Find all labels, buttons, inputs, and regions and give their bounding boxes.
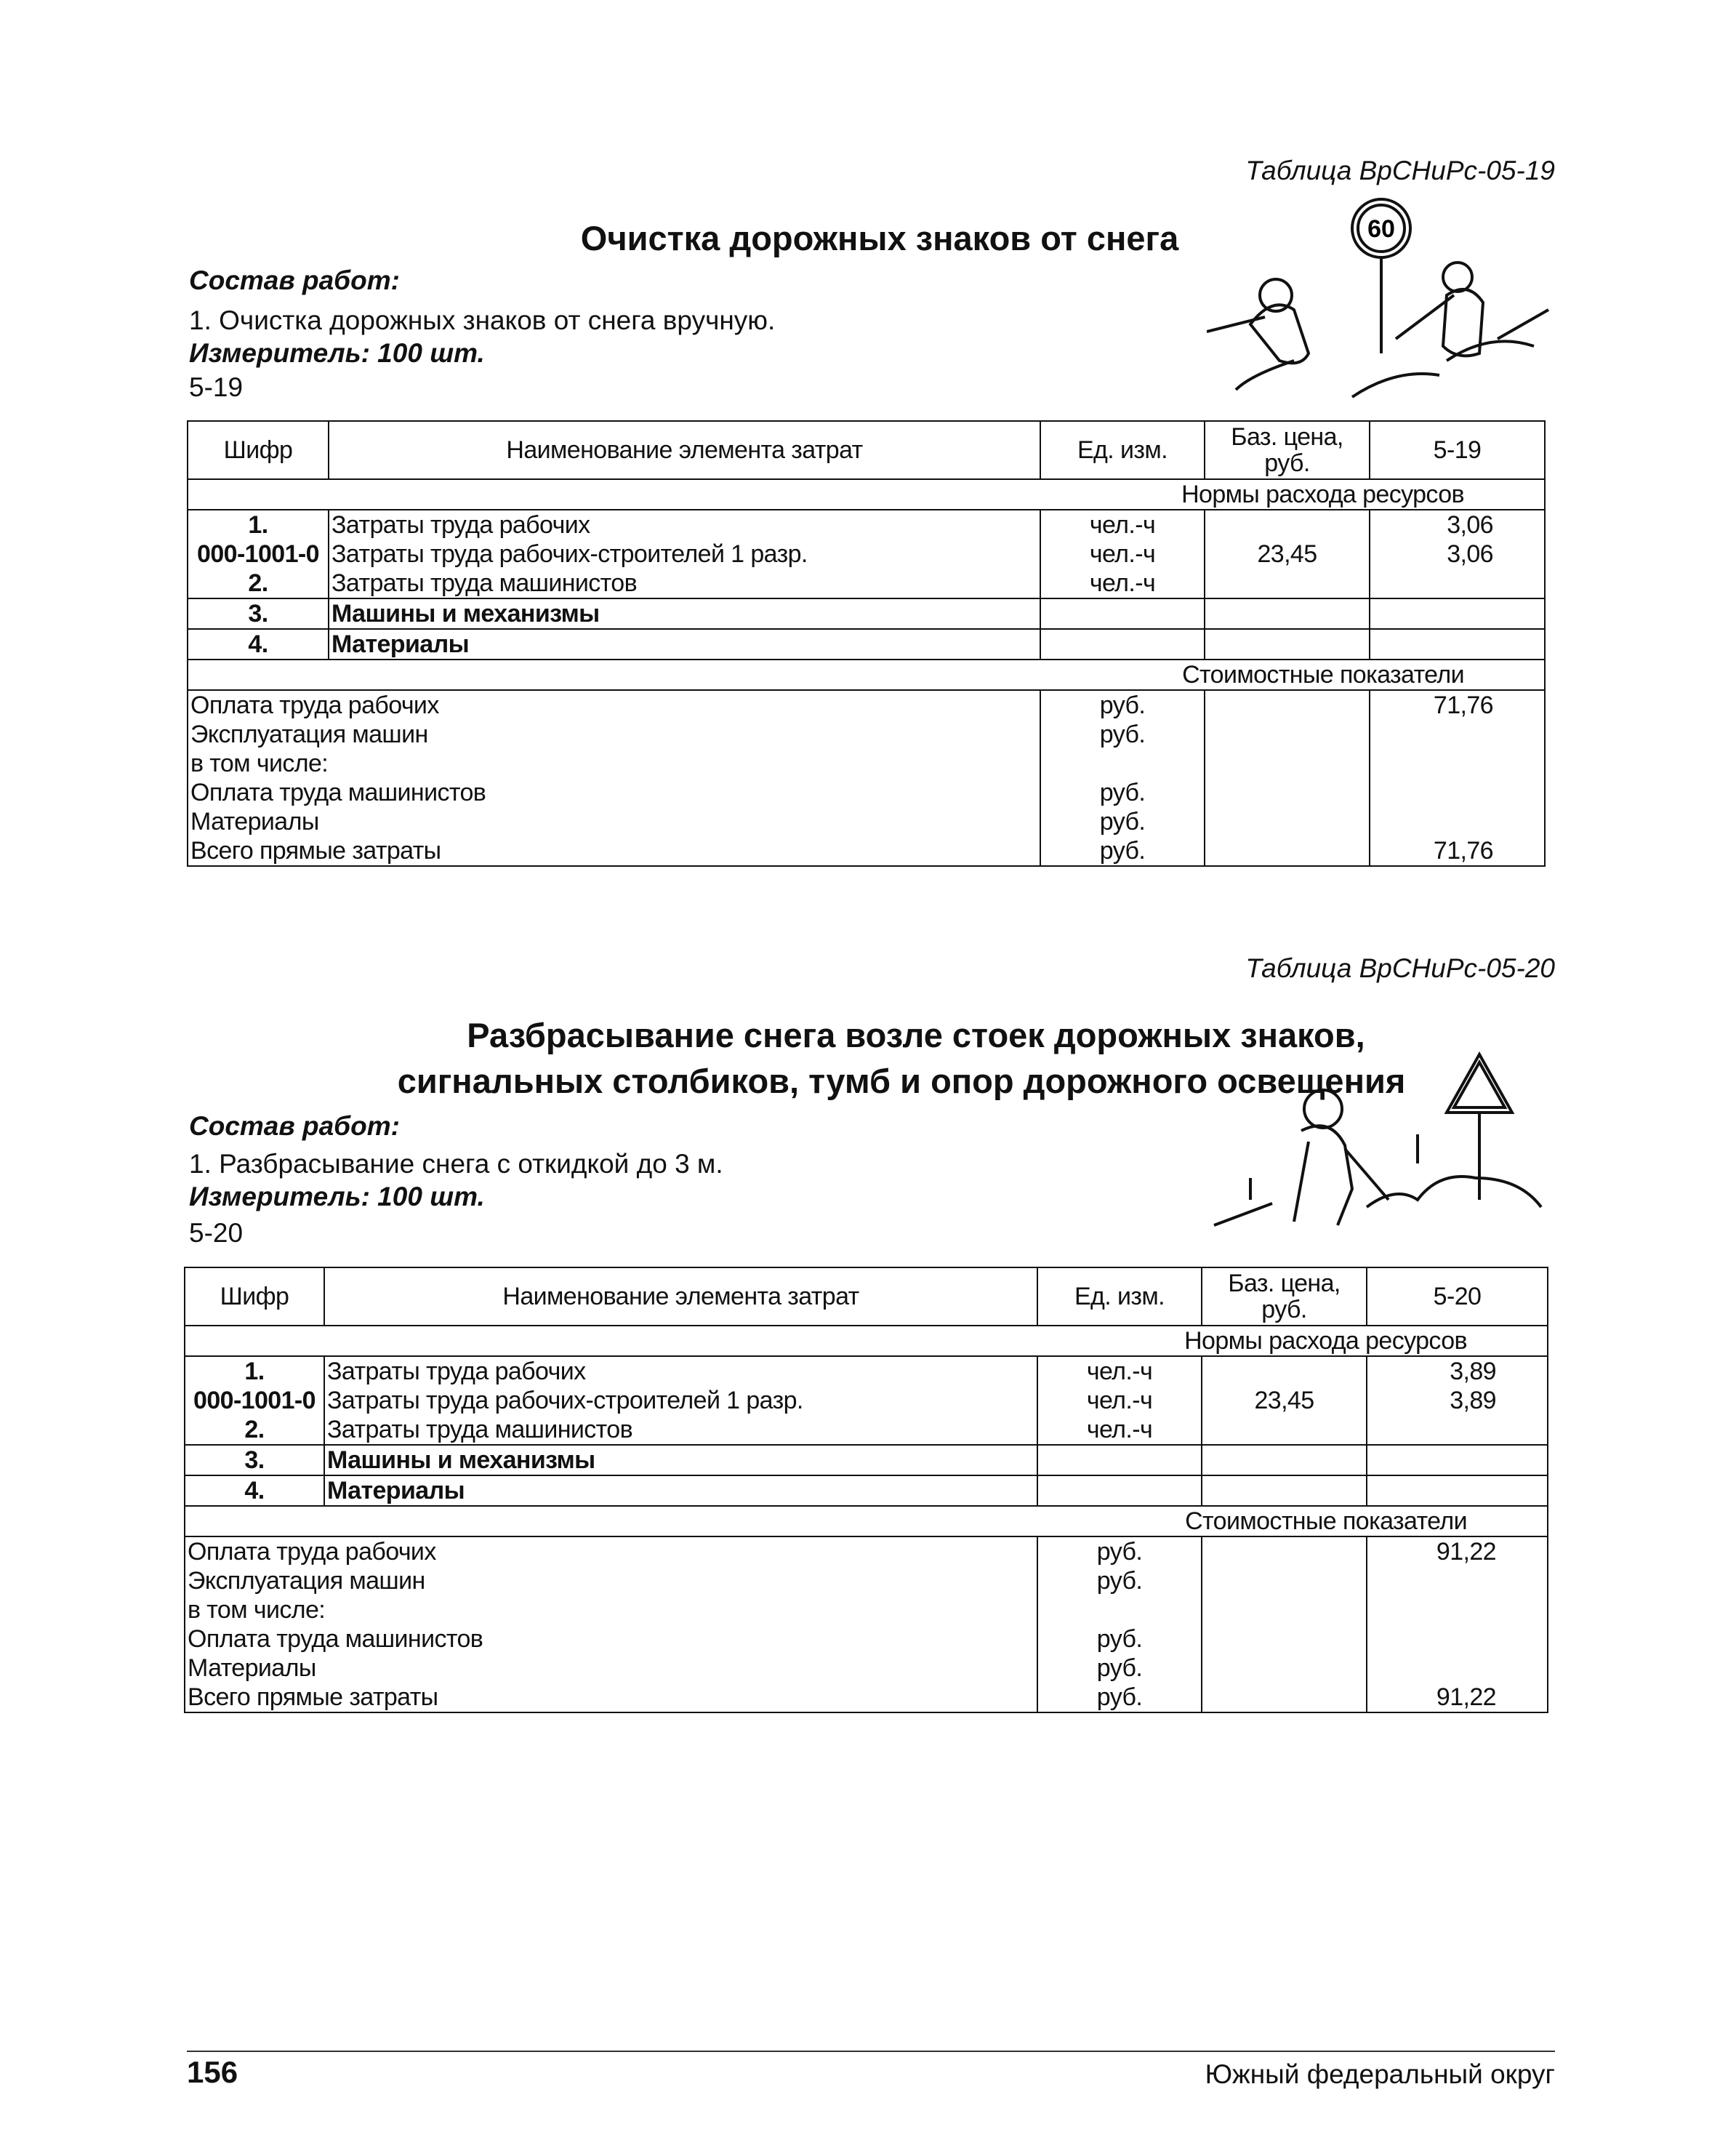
cost-name: Эксплуатация машин (188, 1567, 425, 1595)
header-cell: 5-20 (1367, 1267, 1548, 1326)
cost-value: 71,76 (1433, 692, 1493, 719)
table-number: Таблица ВрСНиРс-05-20 (1245, 953, 1555, 983)
meter-label: Измеритель: 100 шт. (189, 338, 485, 368)
row-price (1207, 569, 1367, 598)
row-unit: чел.-ч (1089, 511, 1156, 539)
cost-unit: руб. (1096, 1567, 1143, 1595)
page-number: 156 (187, 2055, 238, 2089)
row-name: Материалы (329, 629, 1040, 660)
row-name: Затраты труда рабочих-строителей 1 разр. (327, 1387, 803, 1414)
cost-value (1370, 1595, 1496, 1624)
section-title: Очистка дорожных знаков от снега (580, 219, 1179, 257)
row-code: 3. (185, 1445, 324, 1475)
cost-label: Стоимостные показатели (185, 1506, 1548, 1536)
row-value: 3,89 (1450, 1387, 1496, 1414)
header-cell: Шифр (185, 1267, 324, 1326)
row-price (1205, 1357, 1364, 1386)
composition-text: 1. Разбрасывание снега с откидкой до 3 м. (189, 1149, 723, 1179)
row-unit: чел.-ч (1089, 569, 1156, 597)
code-label: 5-20 (189, 1218, 244, 1248)
cost-unit: руб. (1099, 721, 1146, 748)
cost-unit: руб. (1099, 808, 1146, 835)
cost-name: Оплата труда машинистов (190, 779, 486, 806)
header-cell: Наименование элемента затрат (329, 421, 1040, 479)
row-value (1373, 569, 1493, 598)
row-value: 3,06 (1447, 540, 1493, 568)
cost-value (1373, 720, 1493, 749)
row-code: 3. (188, 598, 329, 629)
norms-label: Нормы расхода ресурсов (188, 479, 1545, 510)
cost-value (1373, 749, 1493, 778)
row-code: 000-1001-0 (193, 1387, 316, 1414)
composition-label: Состав работ: (189, 1111, 400, 1141)
group-row (188, 629, 1545, 660)
row-code: 1. (248, 511, 268, 539)
cost-name: Материалы (190, 808, 319, 835)
cost-rows (185, 1536, 1548, 1712)
group-row (188, 598, 1545, 629)
header-cell: Шифр (188, 421, 329, 479)
cost-table (187, 420, 1546, 867)
snow-cleaning-illustration (1207, 193, 1556, 419)
cost-section-row (185, 1506, 1548, 1536)
cost-value: 91,22 (1436, 1683, 1496, 1711)
norms-section-row (188, 479, 1545, 510)
cost-table (184, 1267, 1548, 1713)
row-name: Затраты труда рабочих (331, 511, 590, 539)
cost-label: Стоимостные показатели (188, 660, 1545, 690)
row-price (1205, 1415, 1364, 1444)
table-header-row (185, 1267, 1548, 1326)
cost-value (1370, 1654, 1496, 1683)
group-row (185, 1475, 1548, 1506)
cost-unit (1040, 1595, 1199, 1624)
row-name: Затраты труда рабочих (327, 1358, 586, 1385)
footer-region: Южный федеральный округ (1205, 2059, 1555, 2089)
cost-name: Оплата труда рабочих (190, 692, 439, 719)
labor-rows (185, 1356, 1548, 1445)
table-header-row (188, 421, 1545, 479)
cost-name: Эксплуатация машин (190, 721, 428, 748)
row-price: 23,45 (1254, 1387, 1314, 1414)
cost-name: Оплата труда машинистов (188, 1625, 483, 1653)
row-code: 4. (185, 1475, 324, 1506)
row-name: Машины и механизмы (329, 598, 1040, 629)
row-name: Машины и механизмы (324, 1445, 1037, 1475)
cost-name: в том числе: (190, 750, 329, 777)
row-value: 3,89 (1450, 1358, 1496, 1385)
labor-rows (188, 510, 1545, 598)
row-code: 2. (248, 569, 268, 597)
cost-name: Всего прямые затраты (190, 837, 441, 865)
composition-label: Состав работ: (189, 265, 400, 295)
section-title: Разбрасывание снега возле стоек дорожных знаков, (467, 1016, 1365, 1054)
speed-sign-text: 60 (1367, 215, 1395, 243)
row-value: 3,06 (1447, 511, 1493, 539)
cost-unit: руб. (1099, 837, 1146, 865)
header-cell: Ед. изм. (1037, 1267, 1202, 1326)
cost-value: 71,76 (1433, 837, 1493, 865)
row-name: Затраты труда машинистов (327, 1416, 633, 1443)
cost-unit: руб. (1096, 1683, 1143, 1711)
row-code: 2. (244, 1416, 265, 1443)
cost-value (1370, 1566, 1496, 1595)
cost-name: Оплата труда рабочих (188, 1538, 436, 1566)
row-unit: чел.-ч (1086, 1416, 1153, 1443)
header-cell: Ед. изм. (1040, 421, 1205, 479)
row-code: 000-1001-0 (197, 540, 319, 568)
row-value (1370, 1415, 1496, 1444)
row-name: Затраты труда машинистов (331, 569, 638, 597)
cost-value (1373, 778, 1493, 807)
cost-value: 91,22 (1436, 1538, 1496, 1566)
row-name: Материалы (324, 1475, 1037, 1506)
row-unit: чел.-ч (1086, 1387, 1153, 1414)
composition-text: 1. Очистка дорожных знаков от снега вручную. (189, 305, 776, 335)
header-cell: Баз. цена, руб. (1202, 1267, 1367, 1326)
meter-label: Измеритель: 100 шт. (189, 1182, 485, 1211)
cost-name: в том числе: (188, 1596, 326, 1624)
snow-spreading-illustration (1207, 1033, 1556, 1243)
norms-section-row (185, 1326, 1548, 1356)
cost-unit: руб. (1099, 779, 1146, 806)
cost-name: Всего прямые затраты (188, 1683, 438, 1711)
cost-unit: руб. (1099, 692, 1146, 719)
cost-name: Материалы (188, 1654, 316, 1682)
row-name: Затраты труда рабочих-строителей 1 разр. (331, 540, 808, 568)
footer-divider (187, 2051, 1555, 2052)
table-number: Таблица ВрСНиРс-05-19 (1245, 156, 1555, 185)
code-label: 5-19 (189, 372, 244, 402)
cost-unit: руб. (1096, 1625, 1143, 1653)
cost-rows (188, 690, 1545, 866)
section-title-line2: сигнальных столбиков, тумб и опор дорожного освещения (397, 1062, 1406, 1100)
row-unit: чел.-ч (1086, 1358, 1153, 1385)
cost-unit: руб. (1096, 1654, 1143, 1682)
norms-label: Нормы расхода ресурсов (185, 1326, 1548, 1356)
row-code: 1. (244, 1358, 265, 1385)
cost-value (1373, 807, 1493, 836)
cost-value (1370, 1624, 1496, 1654)
header-cell: Наименование элемента затрат (324, 1267, 1037, 1326)
cost-section-row (188, 660, 1545, 690)
row-code: 4. (188, 629, 329, 660)
header-cell: Баз. цена, руб. (1205, 421, 1370, 479)
row-unit: чел.-ч (1089, 540, 1156, 568)
row-price (1207, 510, 1367, 540)
row-price: 23,45 (1257, 540, 1317, 568)
cost-unit (1043, 749, 1202, 778)
group-row (185, 1445, 1548, 1475)
header-cell: 5-19 (1370, 421, 1545, 479)
cost-unit: руб. (1096, 1538, 1143, 1566)
